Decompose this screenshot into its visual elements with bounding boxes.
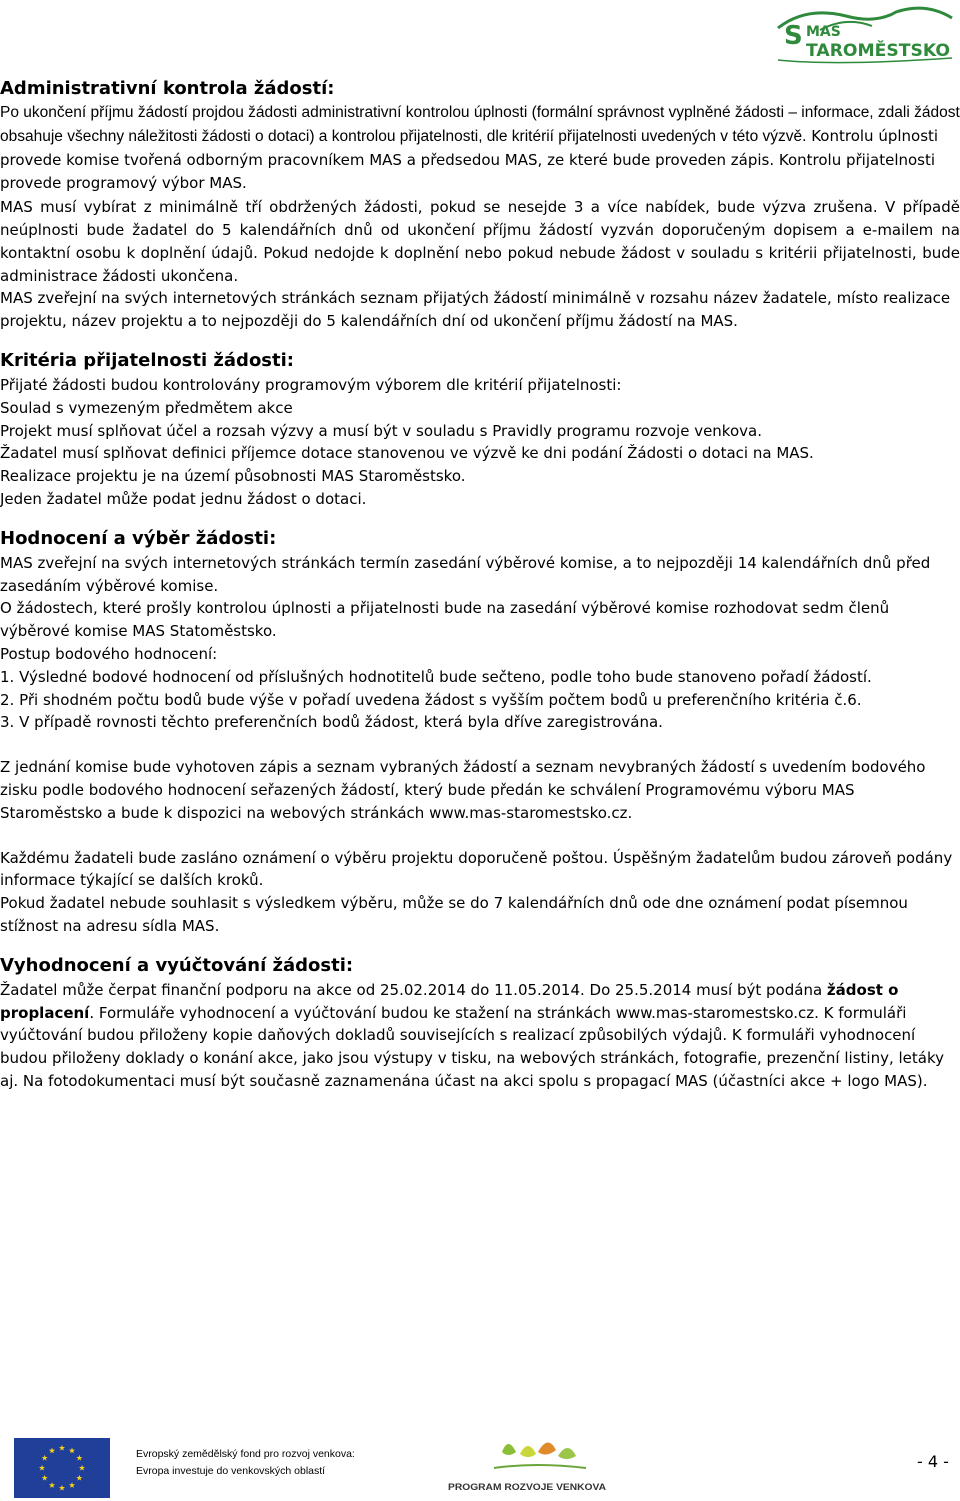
document-body (0, 76, 960, 1093)
paragraph: MAS zveřejní na svých internetových stránkách seznam přijatých žádostí minimálně v rozsahu název žadatele, místo realizace projektu, název projektu a to nejpozději do 5 kalendářních dní od ukončení příjmu žádostí na MAS. (0, 289, 951, 331)
section-title: Kritéria přijatelnosti žádosti: (0, 349, 294, 371)
mas-staromestsko-logo (776, 4, 954, 64)
paragraph: O žádostech, které prošly kontrolou úplnosti a přijatelnosti bude na zasedání výběrové komise rozhodovat sedm členů výběrové komise MAS Statoměstsko. (0, 599, 890, 641)
svg-text:TAROMĚSTSKO: TAROMĚSTSKO (806, 41, 949, 61)
section-title: Administrativní kontrola žádostí: (0, 78, 335, 99)
evaluation-step: 3. V případě rovnosti těchto preferenčních bodů žádost, která byla dříve zaregistrována. (0, 713, 663, 732)
svg-text:PROGRAM ROZVOJE VENKOVA: PROGRAM ROZVOJE VENKOVA (448, 1482, 607, 1492)
svg-text:MAS: MAS (806, 24, 841, 40)
text-run: Kontrolu úplnosti provede komise tvořená odborným pracovníkem MAS a předsedou MAS, ze které bude proveden zápis. Kontrolu přijatelnosti provede programový výbor MAS. (0, 126, 939, 193)
paragraph: Z jednání komise bude vyhotoven zápis a seznam vybraných žádostí a seznam nevybraných žádostí s uvedením bodového zisku podle bodového hodnocení seřazených žádostí, který bude předán ke schválení Programovému výboru MAS Staroměstsko a bude k dispozici na webových stránkách www.mas-staromestsko.cz. (0, 758, 926, 822)
criteria-line: Jeden žadatel může podat jednu žádost o dotaci. (0, 489, 367, 508)
evaluation-step: 1. Výsledné bodové hodnocení od příslušných hodnotitelů bude sečteno, podle toho bude stanoveno pořadí žádostí. (0, 667, 872, 686)
paragraph: MAS musí vybírat z minimálně tří obdržených žádosti, pokud se nesejde 3 a více nabídek, bude výzva zrušena. V případě neúplnosti bude žadatel do 5 kalendářních dnů od ukončení příjmu žádostí vyzván doporučeným dopisem a e-mailem na kontaktní osobu k doplnění údajů. Pokud nedojde k doplnění nebo pokud nebude žádost v souladu s kritérii přijatelnosti, bude administrace žádosti ukončena. (0, 198, 960, 285)
paragraph (0, 102, 960, 196)
page-footer (0, 1432, 960, 1500)
section-evaluation (0, 526, 960, 938)
fund-line: Evropa investuje do venkovských oblastí (136, 1465, 326, 1477)
evaluation-step: 2. Při shodném počtu bodů bude výše v pořadí uvedena žádost s vyšším počtem bodů u preferenčního kritéria č.6. (0, 690, 862, 709)
paragraph: Pokud žadatel nebude souhlasit s výsledkem výběru, může se do 7 kalendářních dnů ode dne oznámení podat písemnou stížnost na adresu sídla MAS. (0, 894, 908, 935)
paragraph: MAS zveřejní na svých internetových stránkách termín zasedání výběrové komise, a to nejpozději 14 kalendářních dnů před zasedáním výběrové komise. (0, 553, 931, 595)
text-run: Žadatel může čerpat finanční podporu na akce od 25.02.2014 do 11.05.2014. Do 25.5.2014 musí být podána (0, 980, 827, 999)
criteria-line: Žadatel musí splňovat definici příjemce dotace stanovenou ve výzvě ke dni podání Žádosti o dotaci na MAS. (0, 444, 814, 463)
svg-text:S: S (784, 21, 803, 51)
section-admin-control (0, 76, 960, 333)
fund-line: Evropský zemědělský fond pro rozvoj venkova: (136, 1448, 355, 1460)
paragraph (0, 979, 960, 1093)
criteria-line: Přijaté žádosti budou kontrolovány programovým výborem dle kritérií přijatelnosti: (0, 375, 622, 394)
section-criteria (0, 348, 960, 511)
bold-text-run: žádost o proplacení (0, 980, 899, 1022)
page-number: - 4 - (917, 1452, 949, 1471)
text-run: . Formuláře vyhodnocení a vyúčtování budou ke stažení na stránkách www.mas-staromestsko.cz. K formuláři vyúčtování budou přiloženy kopie daňových dokladů souvisejících s realizací způsobilých výdajů. K formuláři vyhodnocení budou přiloženy doklady o konání akce, jako jsou výstupy v tisku, na webových stránkách, fotografie, prezenční listiny, letáky aj. Na fotodokumentaci musí být současně zaznamenána účast na akci spolu s propagací MAS (účastníci akce + logo MAS). (0, 1003, 944, 1090)
paragraph: Postup bodového hodnocení: (0, 644, 218, 663)
criteria-line: Projekt musí splňovat účel a rozsah výzvy a musí být v souladu s Pravidly programu rozvoje venkova. (0, 421, 762, 440)
section-title: Vyhodnocení a vyúčtování žádosti: (0, 954, 354, 976)
program-rozvoje-venkova-logo (446, 1432, 608, 1494)
text-run: Po ukončení příjmu žádostí projdou žádosti administrativní kontrolou úplnosti (formální správnost vyplněné žádosti – informace, zdali žádost obsahuje všechny náležitosti žádosti o dotaci) a kontrolou přijatelnosti, dle kritérií přijatelnosti uvedených v této výzvě. (0, 104, 960, 145)
section-billing (0, 953, 960, 1093)
criteria-line: Realizace projektu je na území působnosti MAS Staroměstsko. (0, 467, 466, 486)
section-title: Hodnocení a výběr žádosti: (0, 527, 277, 549)
criteria-line: Soulad s vymezeným předmětem akce (0, 398, 293, 417)
fund-caption (136, 1446, 355, 1480)
eu-flag-icon (14, 1438, 110, 1498)
paragraph: Každému žadateli bude zasláno oznámení o výběru projektu doporučeně poštou. Úspěšným žadatelům budou zároveň podány informace týkající se dalších kroků. (0, 848, 953, 890)
